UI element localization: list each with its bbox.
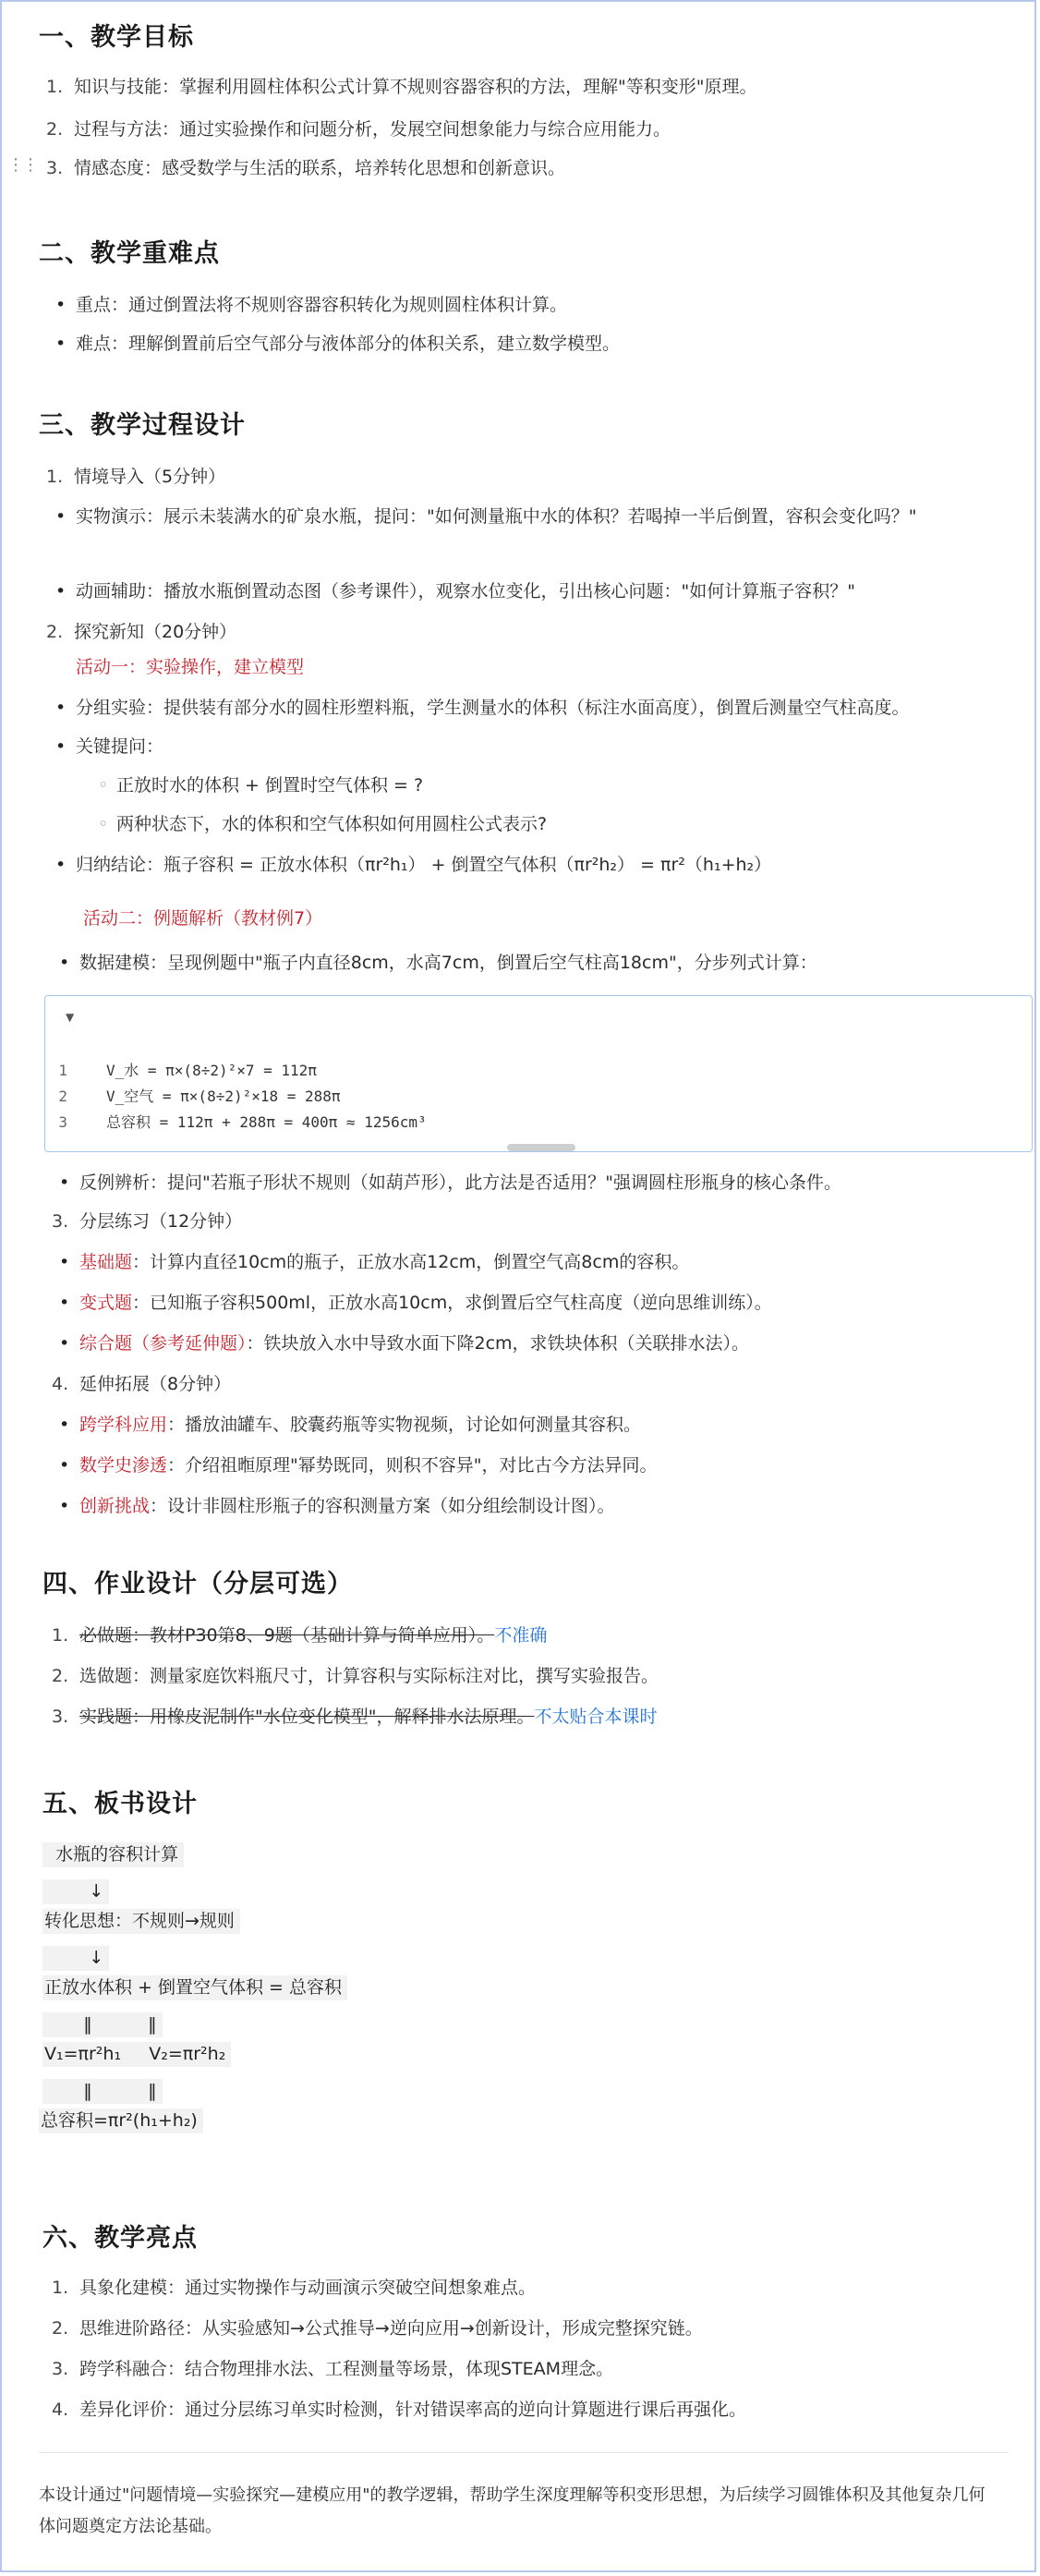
horizontal-scrollbar[interactable] <box>507 1144 575 1151</box>
line-number: 2 <box>58 1088 67 1105</box>
line-number: 3 <box>58 1113 67 1131</box>
bullet-animation <box>55 578 855 605</box>
extension-cross-subject <box>59 1412 641 1439</box>
board-line-4: V₁=πr²h₁ V₂=πr²h₂ <box>42 2042 231 2067</box>
list-text: ：设计非圆柱形瓶子的容积测量方案（如分组绘制设计图）。 <box>150 1496 615 1516</box>
section-title-process: 三、教学过程设计 <box>39 411 246 440</box>
bullet-icon: • <box>59 1252 70 1272</box>
list-number: 2. <box>52 1666 69 1686</box>
bullet-icon: • <box>59 1173 70 1193</box>
bullet-data-model <box>59 950 817 977</box>
bullet-icon: • <box>55 295 67 315</box>
highlight-item-3 <box>52 2356 613 2383</box>
keypoint-item-2 <box>55 331 620 358</box>
objective-item-3 <box>46 155 565 182</box>
homework-item-2 <box>52 1663 659 1690</box>
bullet-icon: • <box>55 855 67 875</box>
list-number: 1. <box>52 2278 69 2298</box>
summary-paragraph: 本设计通过"问题情境—实验探究—建模应用"的教学逻辑，帮助学生深度理解等积变形思想，为后续学习圆锥体积及其他复杂几何体问题奠定方法论基础。 <box>39 2485 986 2537</box>
list-text: 两种状态下，水的体积和空气体积如何用圆柱公式表示? <box>116 814 548 834</box>
list-text: 情感态度：感受数学与生活的联系，培养转化思想和创新意识。 <box>74 158 566 178</box>
board-pipes-2: ‖ ‖ <box>42 2079 163 2104</box>
divider <box>39 2452 1009 2453</box>
bullet-icon: • <box>59 1333 70 1354</box>
extension-label: 跨学科应用 <box>79 1415 168 1435</box>
list-text: 过程与方法：通过实验操作和问题分析，发展空间想象能力与综合应用能力。 <box>74 119 671 140</box>
section-title-homework: 四、作业设计（分层可选） <box>42 1570 353 1598</box>
sub-question-2 <box>98 811 547 838</box>
section-title-key-points: 二、教学重难点 <box>39 239 220 268</box>
list-number: 3. <box>52 1211 69 1232</box>
exercise-label: 基础题 <box>79 1252 133 1272</box>
homework-item-3 <box>52 1704 658 1731</box>
bullet-key-question <box>55 734 163 760</box>
bullet-icon: • <box>55 581 67 601</box>
bullet-group-experiment <box>55 695 910 722</box>
list-text: 选做题：测量家庭饮料瓶尺寸，计算容积与实际标注对比，撰写实验报告。 <box>79 1666 659 1686</box>
code-text: V_水 = π×(8÷2)²×7 = 112π <box>106 1062 317 1079</box>
section-title-board: 五、板书设计 <box>42 1790 198 1818</box>
review-comment[interactable]: 不太贴合本课时 <box>534 1707 658 1727</box>
bullet-icon: • <box>55 698 67 718</box>
highlight-item-4 <box>52 2397 746 2424</box>
board-line-3: 正放水体积 + 倒置空气体积 = 总容积 <box>42 1975 347 2000</box>
bullet-icon: • <box>59 1455 70 1476</box>
board-line-1: 水瓶的容积计算 <box>42 1842 184 1867</box>
list-text: 难点：理解倒置前后空气部分与液体部分的体积关系，建立数学模型。 <box>76 334 621 354</box>
objective-item-2 <box>46 116 671 143</box>
list-text: 具象化建模：通过实物操作与动画演示突破空间想象难点。 <box>79 2278 537 2298</box>
list-text: 分组实验：提供装有部分水的圆柱形塑料瓶，学生测量水的体积（标注水面高度），倒置后测量空气柱高度。 <box>76 698 910 718</box>
list-text: 归纳结论：瓶子容积 = 正放水体积（πr²h₁） + 倒置空气体积（πr²h₂） = πr²（h₁+h₂） <box>76 855 772 875</box>
bullet-icon: • <box>55 736 67 757</box>
exercise-basic <box>59 1249 689 1276</box>
step-2 <box>46 619 236 646</box>
list-number: 3. <box>52 1707 69 1727</box>
step-4 <box>52 1371 231 1398</box>
code-text: V_空气 = π×(8÷2)²×18 = 288π <box>106 1088 341 1105</box>
list-number: 2. <box>52 2318 69 2339</box>
highlight-item-1 <box>52 2275 536 2302</box>
list-number: 3. <box>52 2359 69 2379</box>
step-3 <box>52 1209 242 1235</box>
activity-2-title: 活动二：例题解析（教材例7） <box>83 908 323 929</box>
list-text: 分层练习（12分钟） <box>79 1211 243 1232</box>
code-block[interactable] <box>44 995 1033 1152</box>
exercise-label: 变式题 <box>79 1293 133 1313</box>
list-number: 2. <box>46 622 64 642</box>
section-title-objectives: 一、教学目标 <box>39 23 194 52</box>
extension-label: 创新挑战 <box>79 1496 151 1516</box>
sub-question-1 <box>98 772 423 799</box>
code-line <box>45 1085 341 1106</box>
circle-bullet-icon: ◦ <box>98 814 109 834</box>
activity-1-title: 活动一：实验操作，建立模型 <box>76 657 305 677</box>
extension-math-history <box>59 1452 658 1479</box>
exercise-label: 综合题（参考延伸题） <box>79 1333 247 1354</box>
list-text: 思维进阶路径：从实验感知→公式推导→逆向应用→创新设计，形成完整探究链。 <box>79 2318 703 2339</box>
list-text: ：计算内直径10cm的瓶子，正放水高12cm，倒置空气高8cm的容积。 <box>132 1252 690 1272</box>
list-text: 实践题：用橡皮泥制作"水位变化模型"，解释排水法原理。 <box>79 1707 535 1727</box>
circle-bullet-icon: ◦ <box>98 775 109 796</box>
bullet-demo <box>55 503 1016 531</box>
code-line <box>45 1059 317 1080</box>
board-line-2: 转化思想：不规则→规则 <box>42 1909 240 1934</box>
bullet-icon: • <box>59 1415 70 1435</box>
list-text: ：播放油罐车、胶囊药瓶等实物视频，讨论如何测量其容积。 <box>167 1415 642 1435</box>
bullet-conclusion <box>55 852 771 879</box>
list-text: 情境导入（5分钟） <box>74 467 226 487</box>
list-text: 必做题：教材P30第8、9题（基础计算与简单应用）。 <box>79 1625 495 1646</box>
bullet-icon: • <box>55 334 67 354</box>
review-comment[interactable]: 不准确 <box>494 1625 548 1646</box>
list-text: 动画辅助：播放水瓶倒置动态图（参考课件），观察水位变化，引出核心问题："如何计算瓶子容积？" <box>76 581 855 601</box>
board-line-5: 总容积=πr²(h₁+h₂) <box>39 2108 203 2133</box>
list-text: 探究新知（20分钟） <box>74 622 237 642</box>
board-pipes-1: ‖ ‖ <box>42 2012 163 2037</box>
bullet-icon: • <box>59 953 70 973</box>
drag-handle-icon[interactable]: ⋮⋮ <box>7 155 37 175</box>
extension-innovation <box>59 1493 615 1520</box>
collapse-caret-icon[interactable]: ▼ <box>66 1011 75 1024</box>
bullet-icon: • <box>59 1293 70 1313</box>
list-text: ：已知瓶子容积500ml，正放水高10cm，求倒置后空气柱高度（逆向思维训练）。 <box>132 1293 772 1313</box>
list-number: 3. <box>46 158 64 178</box>
line-number: 1 <box>58 1062 67 1079</box>
list-text: 延伸拓展（8分钟） <box>79 1374 232 1394</box>
bullet-icon: • <box>55 506 67 527</box>
objective-item-1 <box>46 74 756 101</box>
list-text: ：铁块放入水中导致水面下降2cm，求铁块体积（关联排水法）。 <box>246 1333 750 1354</box>
step-1 <box>46 464 225 491</box>
list-text: 关键提问： <box>76 736 164 757</box>
exercise-variant <box>59 1290 772 1317</box>
list-text: 重点：通过倒置法将不规则容器容积转化为规则圆柱体积计算。 <box>76 295 568 315</box>
board-arrow-1: ↓ <box>42 1879 109 1904</box>
list-text: ：介绍祖暅原理"幂势既同，则积不容异"，对比古今方法异同。 <box>167 1455 658 1476</box>
bullet-counter-example <box>59 1170 841 1197</box>
list-text: 实物演示：展示未装满水的矿泉水瓶，提问："如何测量瓶中水的体积？若喝掉一半后倒置，容积会变化吗？" <box>76 506 917 527</box>
list-text: 数据建模：呈现例题中"瓶子内直径8cm，水高7cm，倒置后空气柱高18cm"，分步列式计算： <box>79 953 817 973</box>
list-text: 反例辨析：提问"若瓶子形状不规则（如葫芦形），此方法是否适用？"强调圆柱形瓶身的核心条件。 <box>79 1173 841 1193</box>
bullet-icon: • <box>59 1496 70 1516</box>
list-number: 1. <box>52 1625 69 1646</box>
keypoint-item-1 <box>55 292 567 319</box>
list-number: 2. <box>46 119 64 140</box>
highlight-item-2 <box>52 2315 703 2342</box>
list-text: 跨学科融合：结合物理排水法、工程测量等场景，体现STEAM理念。 <box>79 2359 614 2379</box>
list-text: 正放时水的体积 + 倒置时空气体积 = ? <box>116 775 424 796</box>
homework-item-1 <box>52 1622 547 1649</box>
exercise-comprehensive <box>59 1331 749 1357</box>
board-arrow-2: ↓ <box>42 1946 109 1971</box>
extension-label: 数学史渗透 <box>79 1455 168 1476</box>
section-title-highlights: 六、教学亮点 <box>42 2224 198 2253</box>
list-text: 知识与技能：掌握利用圆柱体积公式计算不规则容器容积的方法，理解"等积变形"原理。 <box>74 77 757 97</box>
list-number: 1. <box>46 77 64 97</box>
list-text: 差异化评价：通过分层练习单实时检测，针对错误率高的逆向计算题进行课后再强化。 <box>79 2400 747 2420</box>
code-line <box>45 1111 427 1132</box>
code-text: 总容积 = 112π + 288π = 400π ≈ 1256cm³ <box>106 1113 427 1131</box>
list-number: 4. <box>52 2400 69 2420</box>
list-number: 4. <box>52 1374 69 1394</box>
list-number: 1. <box>46 467 64 487</box>
